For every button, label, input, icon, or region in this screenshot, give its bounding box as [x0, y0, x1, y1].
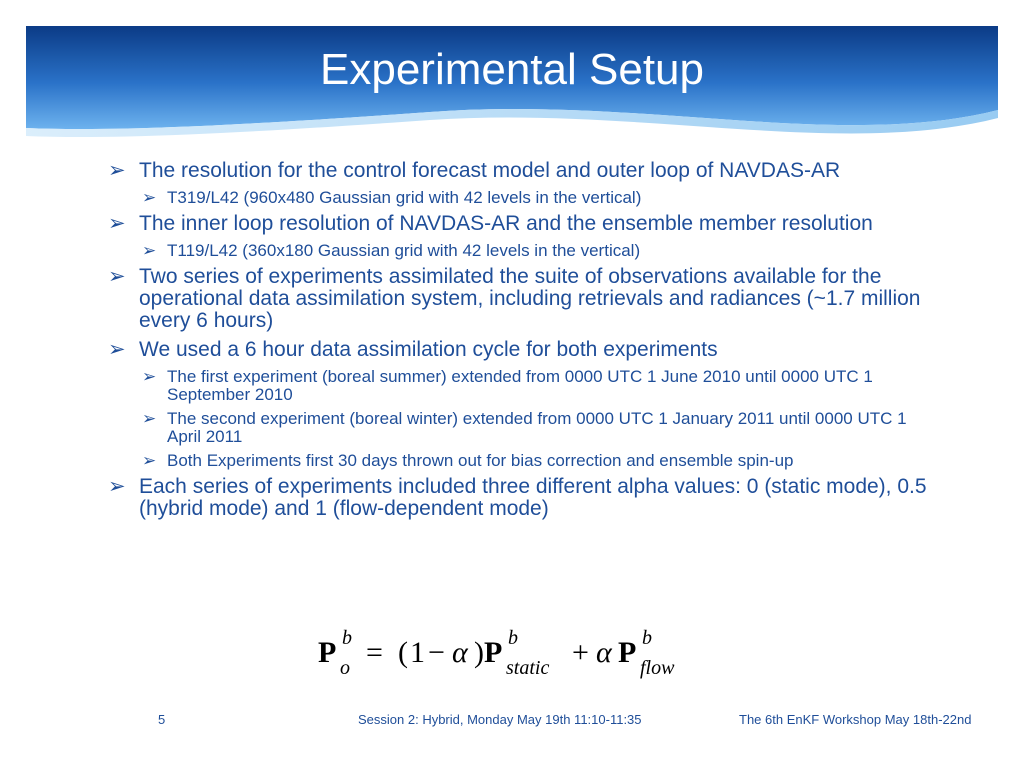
footer-session: Session 2: Hybrid, Monday May 19th 11:10-11:35 [358, 712, 642, 727]
formula-one: 1 [410, 636, 425, 669]
slide-title: Experimental Setup [320, 45, 704, 94]
formula-sub-flow: flow [640, 657, 675, 679]
formula-equals: = [366, 636, 383, 669]
bullet-text: Both Experiments first 30 days thrown out for bias correction and ensemble spin-up [167, 451, 794, 470]
arrow-bullet-icon: ➢ [108, 212, 126, 235]
formula-alpha: α [452, 636, 468, 669]
formula-minus: − [428, 636, 445, 669]
bullet-text: Two series of experiments assimilated the suite of observations available for the operational data assimilation system, including retrievals and radiances (~1.7 million every 6 hours) [139, 265, 921, 332]
formula-sup-b-static: b [508, 627, 518, 649]
bullet-item [108, 213, 928, 235]
bullet-text: The second experiment (boreal winter) extended from 0000 UTC 1 January 2011 until 0000 UTC 1 April 2011 [167, 409, 907, 446]
arrow-bullet-icon: ➢ [108, 265, 126, 288]
sub-bullet-item [142, 242, 928, 260]
footer-event: The 6th EnKF Workshop May 18th-22nd [739, 712, 972, 727]
bullet-item [108, 160, 928, 182]
formula-alpha-2: α [596, 636, 612, 669]
bullet-item [108, 476, 928, 520]
bullet-text: The inner loop resolution of NAVDAS-AR and the ensemble member resolution [139, 212, 873, 235]
sub-bullet-item [142, 410, 928, 446]
sub-bullet-item [142, 452, 928, 470]
formula-rparen: ) [474, 636, 484, 669]
bullet-list [108, 160, 928, 527]
arrow-bullet-icon: ➢ [108, 159, 126, 182]
bullet-text: We used a 6 hour data assimilation cycle for both experiments [139, 338, 718, 361]
sub-bullet-item [142, 189, 928, 207]
bullet-text: The first experiment (boreal summer) extended from 0000 UTC 1 June 2010 until 0000 UTC 1 September 2010 [167, 367, 873, 404]
formula-lparen: ( [398, 636, 408, 669]
arrow-bullet-icon: ➢ [142, 241, 157, 260]
bullet-text: The resolution for the control forecast model and outer loop of NAVDAS-AR [139, 159, 841, 182]
formula-p-static: P [484, 636, 503, 669]
formula-plus: + [572, 636, 589, 669]
formula-sup-b-flow: b [642, 627, 652, 649]
formula-sup-b: b [342, 627, 352, 649]
bullet-text: Each series of experiments included three different alpha values: 0 (static mode), 0.5 (hybrid mode) and 1 (flow-dependent mode) [139, 475, 927, 520]
formula-sub-o: o [340, 657, 350, 679]
hybrid-covariance-formula [318, 624, 738, 684]
bullet-text: T119/L42 (360x180 Gaussian grid with 42 levels in the vertical) [167, 241, 641, 260]
page-number: 5 [158, 712, 166, 727]
sub-bullet-item [142, 368, 928, 404]
arrow-bullet-icon: ➢ [108, 475, 126, 498]
formula-p: P [318, 636, 337, 669]
formula-p-flow: P [618, 636, 637, 669]
bullet-text: T319/L42 (960x480 Gaussian grid with 42 levels in the vertical) [167, 188, 642, 207]
arrow-bullet-icon: ➢ [142, 188, 157, 207]
arrow-bullet-icon: ➢ [142, 409, 157, 428]
bullet-item [108, 266, 928, 332]
arrow-bullet-icon: ➢ [142, 367, 157, 386]
formula-sub-static: static [506, 657, 550, 679]
arrow-bullet-icon: ➢ [108, 338, 126, 361]
arrow-bullet-icon: ➢ [142, 451, 157, 470]
bullet-item [108, 339, 928, 361]
